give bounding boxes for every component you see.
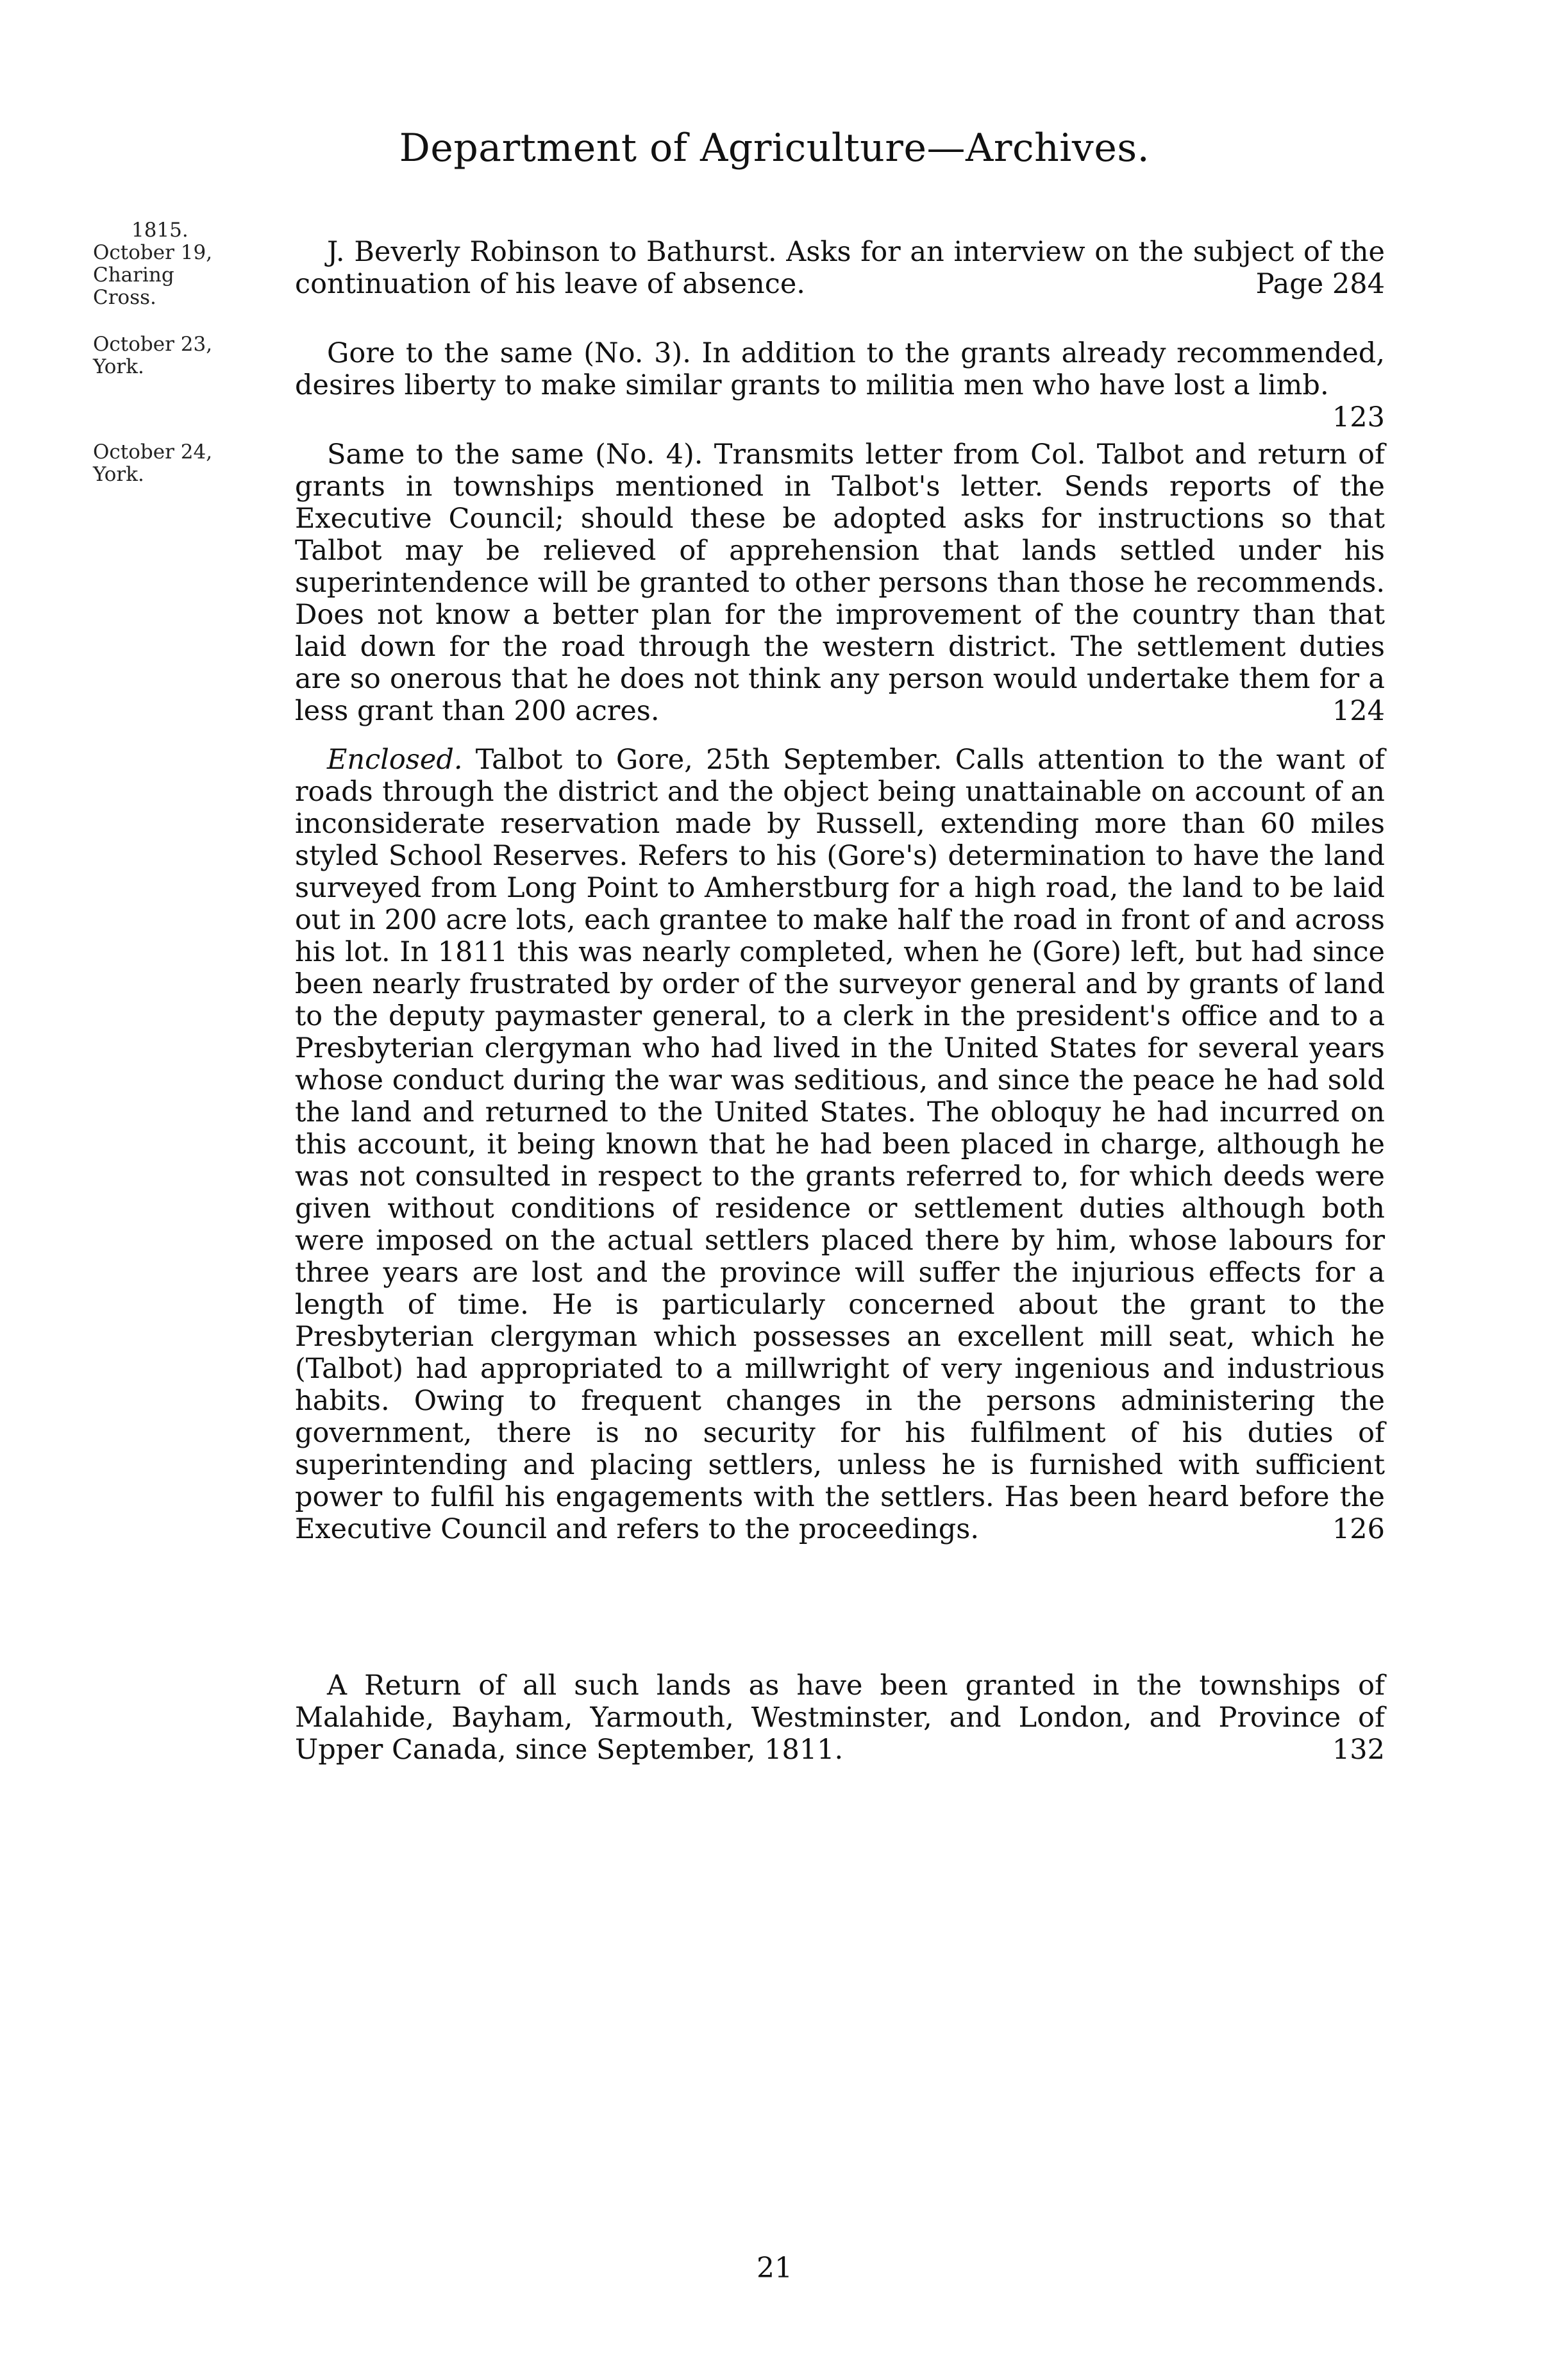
page-reference: 123 [1332,401,1385,433]
entry-text: Gore to the same (No. 3). In addition to the grants already recommended, desires liberty to make similar grants to militia men who have lost a limb. [295,337,1385,401]
page-reference: 132 [1332,1734,1385,1766]
entry-text: Talbot to Gore, 25th September. Calls attention to the want of roads through the district and the object being unattainable on account of an inconsiderate reservation made by Russell, extending more than 60 miles styled School Reserves. Refers to his (Gore's) determination to have the land surveyed from Long Point to Amherstburg for a high road, the land to be laid out in 200 acre lots, each grantee to make half the road in front of and across his lot. In 1811 this was nearly completed, when he (Gore) left, but had since been nearly frustrated by order of the surveyor general and by grants of land to the deputy paymaster general, to a clerk in the president's office and to a Presbyterian clergyman who had lived in the United States for several years whose conduct during the war was seditious, and since the peace he had sold the land and returned to the United States. The obloquy he had incurred on this account, it being known that he had been placed in charge, although he was not consulted in respect to the grants referred to, for which deeds were given without conditions of residence or settlement duties although both were imposed on the actual settlers placed there by him, whose labours for three years are lost and the province will suffer the injurious effects for a length of time. He is particularly concerned about the grant to the Presbyterian clergyman which possesses an excellent mill seat, which he (Talbot) had appropriated to a millwright of very ingenious and industrious habits. Owing to frequent changes in the persons administering the government, there is no security for his fulfilment of his duties of superintending and placing settlers, unless he is furnished with sufficient power to fulfil his engagements with the settlers. Has been heard before the Executive Council and refers to the proceedings. [295,744,1385,1545]
margin-place: York. [93,355,144,378]
margin-note-october-19 [93,219,215,309]
entry-enclosed-talbot-to-gore [295,744,1385,1545]
margin-place: Charing [93,264,174,287]
margin-note-october-23 [93,333,215,378]
entry-gore-no-4 [295,439,1385,727]
page-reference: 124 [1332,695,1385,727]
margin-year: 1815. [131,219,188,242]
margin-place: Cross. [93,286,156,309]
entry-return-of-lands [295,1670,1385,1766]
page-number: 21 [757,2252,792,2284]
margin-place: York. [93,463,144,486]
entry-text: A Return of all such lands as have been granted in the townships of Malahide, Bayham, Yarmouth, Westminster, and London, and Province of Upper Canada, since September, 1811. [295,1670,1385,1766]
page-reference: 126 [1332,1513,1385,1545]
entry-gore-no-3 [295,337,1385,433]
margin-date: October 23, [93,333,213,356]
entry-text: J. Beverly Robinson to Bathurst. Asks for an interview on the subject of the continuation of his leave of absence. [295,236,1385,300]
page-title: Department of Agriculture—Archives. [399,126,1150,171]
margin-note-october-24 [93,441,215,486]
entry-text: Same to the same (No. 4). Transmits letter from Col. Talbot and return of grants in townships mentioned in Talbot's letter. Sends reports of the Executive Council; should these be adopted asks for instructions so that Talbot may be relieved of apprehension that lands settled under his superintendence will be granted to other persons than those he recommends. Does not know a better plan for the improvement of the country than that laid down for the road through the western district. The settlement duties are so onerous that he does not think any person would undertake them for a less grant than 200 acres. [295,439,1385,727]
page-reference: Page 284 [1255,268,1385,300]
entry-robinson-to-bathurst [295,236,1385,300]
margin-date: October 19, [93,241,213,264]
enclosed-label: Enclosed. [327,744,463,776]
margin-date: October 24, [93,440,213,464]
